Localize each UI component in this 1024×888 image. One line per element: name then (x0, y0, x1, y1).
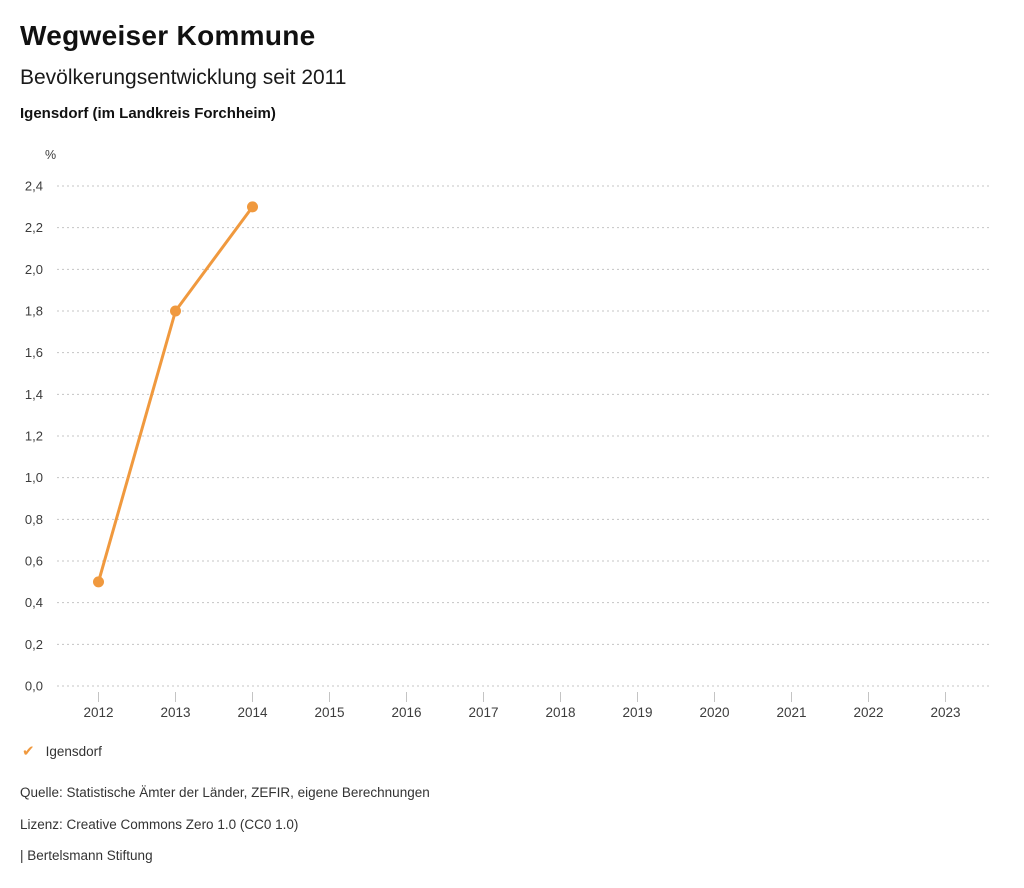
y-axis-label: 2,2 (24, 220, 43, 236)
data-point[interactable] (170, 306, 181, 317)
x-axis-label: 2023 (930, 705, 961, 720)
source-note: Quelle: Statistische Ämter der Länder, ZEFIR, eigene Berechnungen (20, 785, 430, 800)
y-axis-label: 2,4 (24, 178, 43, 194)
x-axis-label: 2016 (391, 705, 422, 720)
y-axis-label: 1,6 (24, 345, 43, 361)
x-axis-label: 2013 (160, 705, 191, 720)
page-title: Wegweiser Kommune (20, 20, 316, 51)
x-axis-label: 2021 (776, 705, 807, 720)
y-axis-unit-label: % (45, 148, 57, 162)
x-axis-label: 2017 (468, 705, 499, 720)
y-axis-label: 1,4 (24, 386, 43, 402)
x-axis-label: 2014 (237, 705, 268, 720)
x-axis-label: 2018 (545, 705, 576, 720)
attribution-note: | Bertelsmann Stiftung (20, 848, 153, 863)
line-chart-svg (0, 139, 1024, 735)
x-axis-label: 2020 (699, 705, 730, 720)
x-axis-label: 2012 (83, 705, 114, 720)
check-icon: ✔ (22, 743, 35, 760)
y-axis-label: 0,6 (24, 553, 43, 569)
legend-item-label: Igensdorf (45, 744, 102, 759)
x-axis-label: 2022 (853, 705, 884, 720)
line-chart (0, 139, 1024, 735)
data-point[interactable] (247, 201, 258, 212)
series-line (99, 207, 253, 582)
license-note: Lizenz: Creative Commons Zero 1.0 (CC0 1.0) (20, 817, 299, 832)
y-axis-label: 0,4 (24, 595, 43, 611)
legend-item-igensdorf[interactable] (22, 744, 102, 759)
y-axis-label: 2,0 (24, 261, 43, 277)
y-axis-label: 0,0 (24, 678, 43, 694)
y-axis-label: 1,8 (24, 303, 43, 319)
y-axis-label: 0,2 (24, 636, 43, 652)
x-axis-label: 2015 (314, 705, 345, 720)
data-point[interactable] (93, 576, 104, 587)
x-axis-label: 2019 (622, 705, 653, 720)
chart-subtitle: Bevölkerungsentwicklung seit 2011 (20, 66, 347, 89)
municipality-label: Igensdorf (im Landkreis Forchheim) (20, 105, 276, 122)
y-axis-label: 0,8 (24, 511, 43, 527)
y-axis-label: 1,0 (24, 470, 43, 486)
y-axis-label: 1,2 (24, 428, 43, 444)
